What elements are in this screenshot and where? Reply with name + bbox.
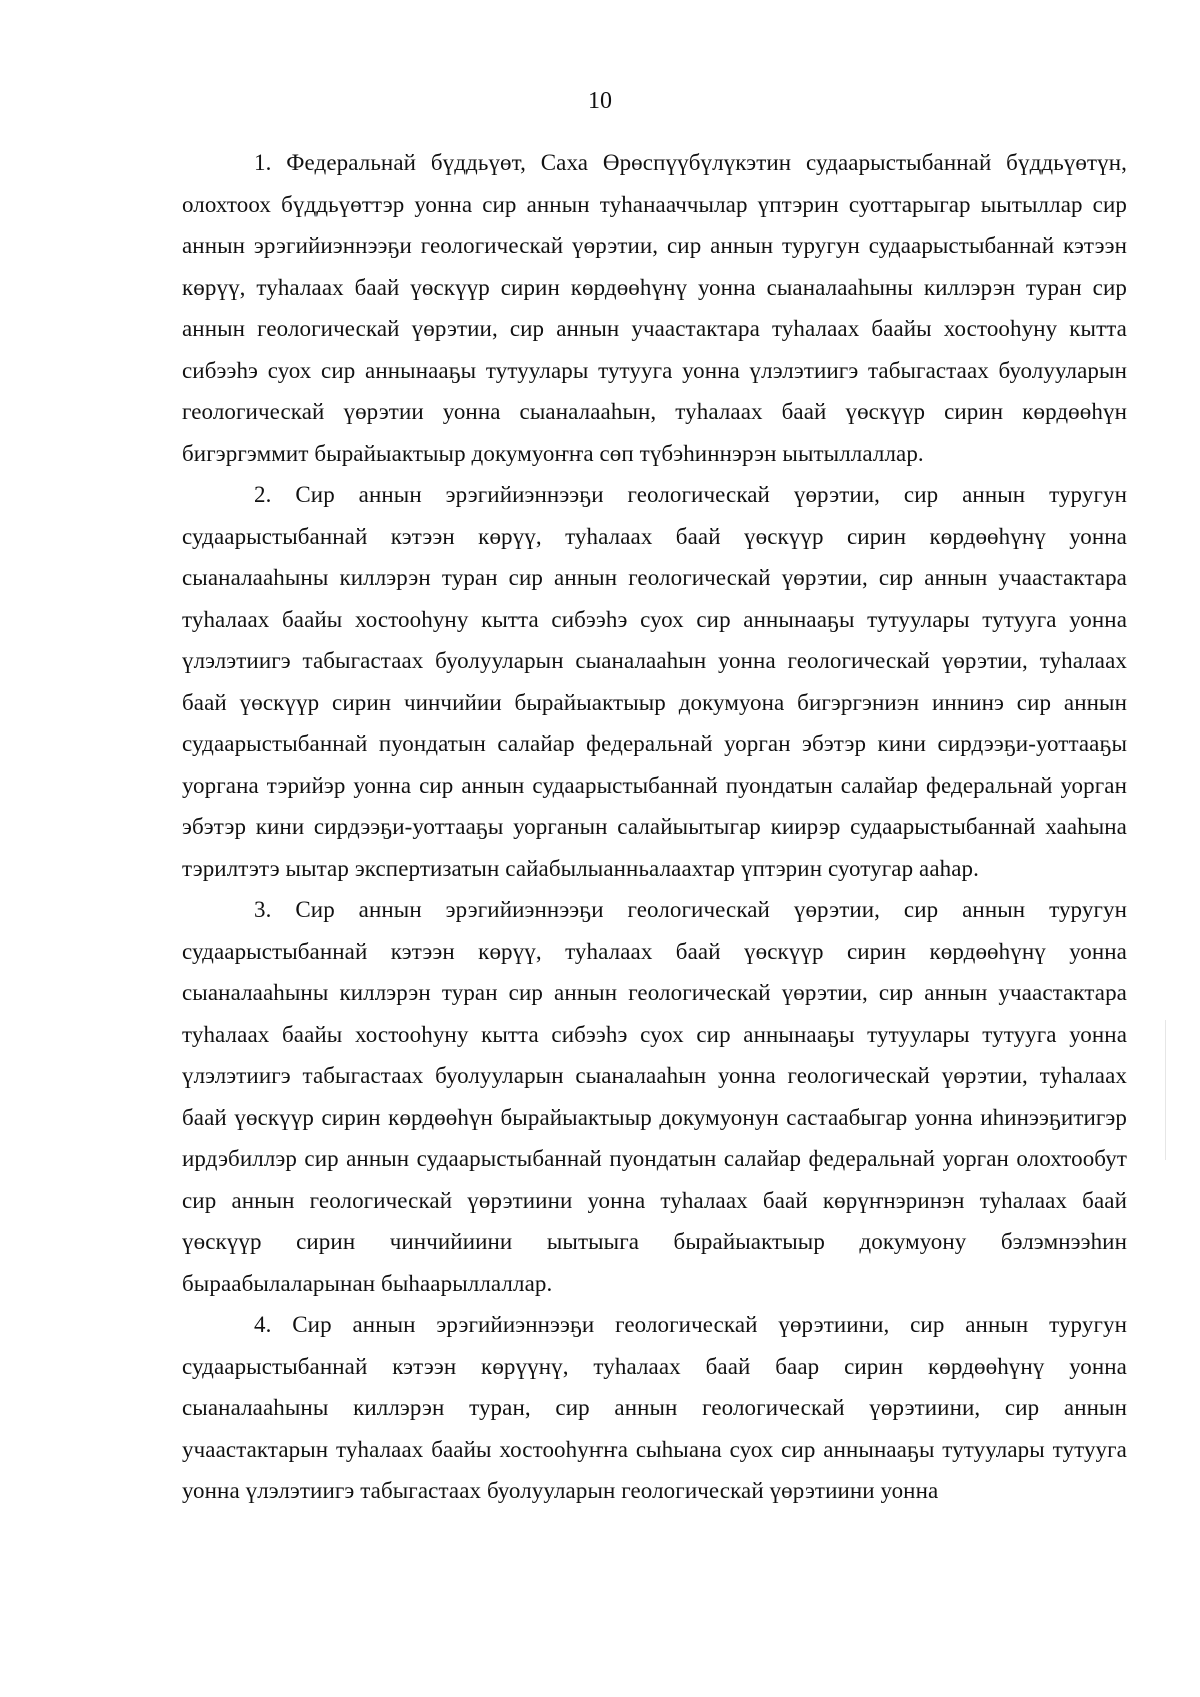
paragraph-4: 4. Сир аннын эрэгийиэннээҕи геологическай үөрэтиини, сир аннын туругун судаарыстыбаннай кэтээн көрүүнү, туһалаах баай баар сирин көрдөөһүнү уонна сыаналааһыны киллэрэн туран, сир аннын геологическай үөрэтиини, сир аннын учаастактарын туһалаах баайы хостооһуҥҥа сыһыана суох сир аннынааҕы тутуулары тутууга уонна үлэлэтиигэ табыгастаах буолууларын геологическай үөрэтиини уонна: [182, 1312, 1127, 1503]
paragraph-3: 3. Сир аннын эрэгийиэннээҕи геологическай үөрэтии, сир аннын туругун судаарыстыбаннай кэтээн көрүү, туһалаах баай үөскүүр сирин көрдөөһүнү уонна сыаналааһыны киллэрэн туран сир аннын геологическай үөрэтии, сир аннын учаастактара туһалаах баайы хостооһуну кытта сибээһэ суох сир аннынааҕы тутуулары тутууга уонна үлэлэтиигэ табыгастаах буолууларын сыаналааһын уонна геологическай үөрэтии, туһалаах баай үөскүүр сирин көрдөөһүн бырайыактыыр докумуонун састаабыгар уонна иһинээҕитигэр ирдэбиллэр сир аннын судаарыстыбаннай пуондатын салайар федеральнай уорган олохтообут сир аннын геологическай үөрэтиини уонна туһалаах баай көрүҥнэринэн туһалаах баай үөскүүр сирин чинчийиини ыытыыга бырайыактыыр докумуону бэлэмнээһин быраабылаларынан быһаарыллаллар.: [182, 897, 1127, 1296]
page-number: 10: [588, 88, 612, 114]
paragraph-2: 2. Сир аннын эрэгийиэннээҕи геологическай үөрэтии, сир аннын туругун судаарыстыбаннай кэтээн көрүү, туһалаах баай үөскүүр сирин көрдөөһүнү уонна сыаналааһыны киллэрэн туран сир аннын геологическай үөрэтии, сир аннын учаастактара туһалаах баайы хостооһуну кытта сибээһэ суох сир аннынааҕы тутуулары тутууга уонна үлэлэтиигэ табыгастаах буолууларын сыаналааһын уонна геологическай үөрэтии, туһалаах баай үөскүүр сирин чинчийии бырайыактыыр докумуона бигэргэниэн иннинэ сир аннын судаарыстыбаннай пуондатын салайар федеральнай уорган эбэтэр кини сирдээҕи-уоттааҕы уоргана тэрийэр уонна сир аннын судаарыстыбаннай пуондатын салайар федеральнай уорган эбэтэр кини сирдээҕи-уоттааҕы уорганын салайыытыгар киирэр судаарыстыбаннай хааһына тэрилтэтэ ыытар экспертизатын сайабылыанньалаахтар үптэрин суотугар ааһар.: [182, 482, 1127, 881]
scan-artifact-line: [1165, 1020, 1166, 1160]
paragraph-1: 1. Федеральнай бүддьүөт, Саха Өрөспүүбүлүкэтин судаарыстыбаннай бүддьүөтүн, олохтоох бүддьүөттэр уонна сир аннын туһанааччылар үптэрин суоттарыгар ыытыллар сир аннын эрэгийиэннээҕи геологическай үөрэтии, сир аннын туругун судаарыстыбаннай кэтээн көрүү, туһалаах баай үөскүүр сирин көрдөөһүнү уонна сыаналааһыны киллэрэн туран сир аннын геологическай үөрэтии, сир аннын учаастактара туһалаах баайы хостооһуну кытта сибээһэ суох сир аннынааҕы тутуулары тутууга уонна үлэлэтиигэ табыгастаах буолууларын геологическай үөрэтии уонна сыаналааһын, туһалаах баай үөскүүр сирин көрдөөһүн бигэргэммит бырайыактыыр докумуоҥҥа сөп түбэһиннэрэн ыытыллаллар.: [182, 150, 1127, 466]
document-body: [182, 142, 1127, 1512]
